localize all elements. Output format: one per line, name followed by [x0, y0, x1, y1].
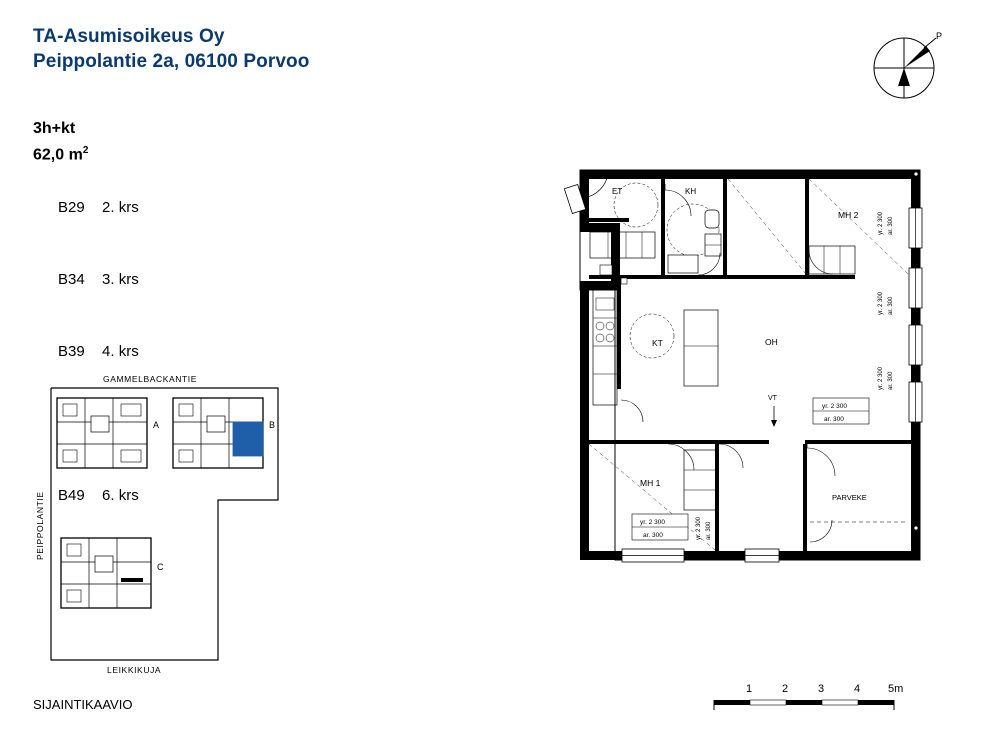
unit-floor: 6. krs [102, 487, 139, 505]
floorplan-diagram [560, 150, 980, 600]
dimension-note-box-1 [813, 398, 869, 424]
misc-doors [600, 265, 743, 468]
unit-floor: 4. krs [102, 343, 139, 361]
svg-text:yr. 2 300: yr. 2 300 [696, 516, 702, 540]
unit-code: B49 [58, 487, 85, 505]
page-title [33, 24, 593, 74]
room-parveke [807, 444, 908, 542]
unit-code: B34 [58, 271, 85, 289]
company-name: TA-Asumisoikeus Oy [33, 26, 225, 47]
room-label-mh1: MH 1 [640, 478, 661, 488]
unit-floor: 3. krs [102, 271, 139, 289]
vt-marker [768, 395, 778, 427]
room-mh2 [728, 179, 908, 274]
list-item [33, 172, 333, 244]
room-label-kt: KT [652, 338, 663, 348]
apartment-area-exponent: 2 [82, 145, 89, 156]
unit-code: B29 [58, 199, 85, 217]
apartment-area-value: 62,0 m [33, 146, 83, 164]
svg-text:yr. 2 300: yr. 2 300 [878, 211, 884, 235]
building-label-a: A [153, 420, 160, 430]
building-c [61, 538, 164, 608]
room-kt [593, 290, 718, 405]
building-b [173, 398, 275, 468]
apartment-type: 3h+kt [33, 120, 76, 137]
scale-tick: 1 [746, 683, 753, 695]
building-a [57, 398, 159, 468]
address-line: Peippolantie 2a, 06100 Porvoo [33, 51, 310, 72]
room-label-parveke: PARVEKE [832, 493, 867, 502]
svg-text:yr. 2 300: yr. 2 300 [822, 403, 847, 410]
scale-tick: 2 [782, 683, 789, 695]
svg-text:ar. 300: ar. 300 [706, 521, 712, 540]
dimension-note-vertical-1 [878, 211, 894, 235]
svg-text:ar. 300: ar. 300 [888, 296, 894, 315]
street-label-top: GAMMELBACKANTIE [103, 374, 198, 384]
svg-text:yr. 2 300: yr. 2 300 [878, 366, 884, 390]
room-mh1 [589, 444, 716, 550]
scale-tick: 4 [854, 683, 861, 695]
svg-text:yr. 2 300: yr. 2 300 [640, 519, 665, 526]
building-label-c: C [157, 562, 164, 572]
dimension-note-vertical-3 [878, 366, 894, 390]
scale-end-label: 5m [888, 683, 904, 695]
exterior-walls [580, 170, 920, 560]
street-label-left: PEIPPOLANTIE [35, 491, 45, 560]
svg-text:yr. 2 300: yr. 2 300 [878, 291, 884, 315]
highlighted-apartment [233, 422, 263, 456]
unit-floor: 2. krs [102, 199, 139, 217]
room-label-oh: OH [765, 337, 778, 347]
svg-text:ar. 300: ar. 300 [888, 371, 894, 390]
compass-icon [868, 28, 942, 102]
unit-code: B39 [58, 343, 85, 361]
room-label-et: ET [612, 187, 623, 196]
dimension-note-box-2 [632, 514, 688, 540]
svg-text:ar. 300: ar. 300 [643, 532, 663, 539]
compass-label: P [936, 31, 942, 41]
room-label-mh2: MH 2 [838, 210, 859, 220]
dimension-note-vertical-4 [696, 516, 712, 540]
siteplan-caption: SIJAINTIKAAVIO [33, 697, 133, 712]
svg-text:ar. 300: ar. 300 [824, 416, 844, 423]
siteplan-diagram [33, 370, 293, 720]
apartment-area [33, 140, 333, 166]
dimension-note-vertical-2 [878, 291, 894, 315]
room-oh [765, 291, 894, 427]
list-item [33, 244, 333, 316]
street-label-bottom: LEIKKIKUJA [107, 665, 162, 675]
svg-text:ar. 300: ar. 300 [888, 216, 894, 235]
room-label-kh: KH [685, 187, 697, 196]
scale-bar [712, 678, 952, 714]
room-kh [667, 187, 721, 275]
building-label-b: B [269, 420, 276, 430]
svg-text:VT: VT [768, 395, 777, 402]
scale-tick: 3 [818, 683, 825, 695]
